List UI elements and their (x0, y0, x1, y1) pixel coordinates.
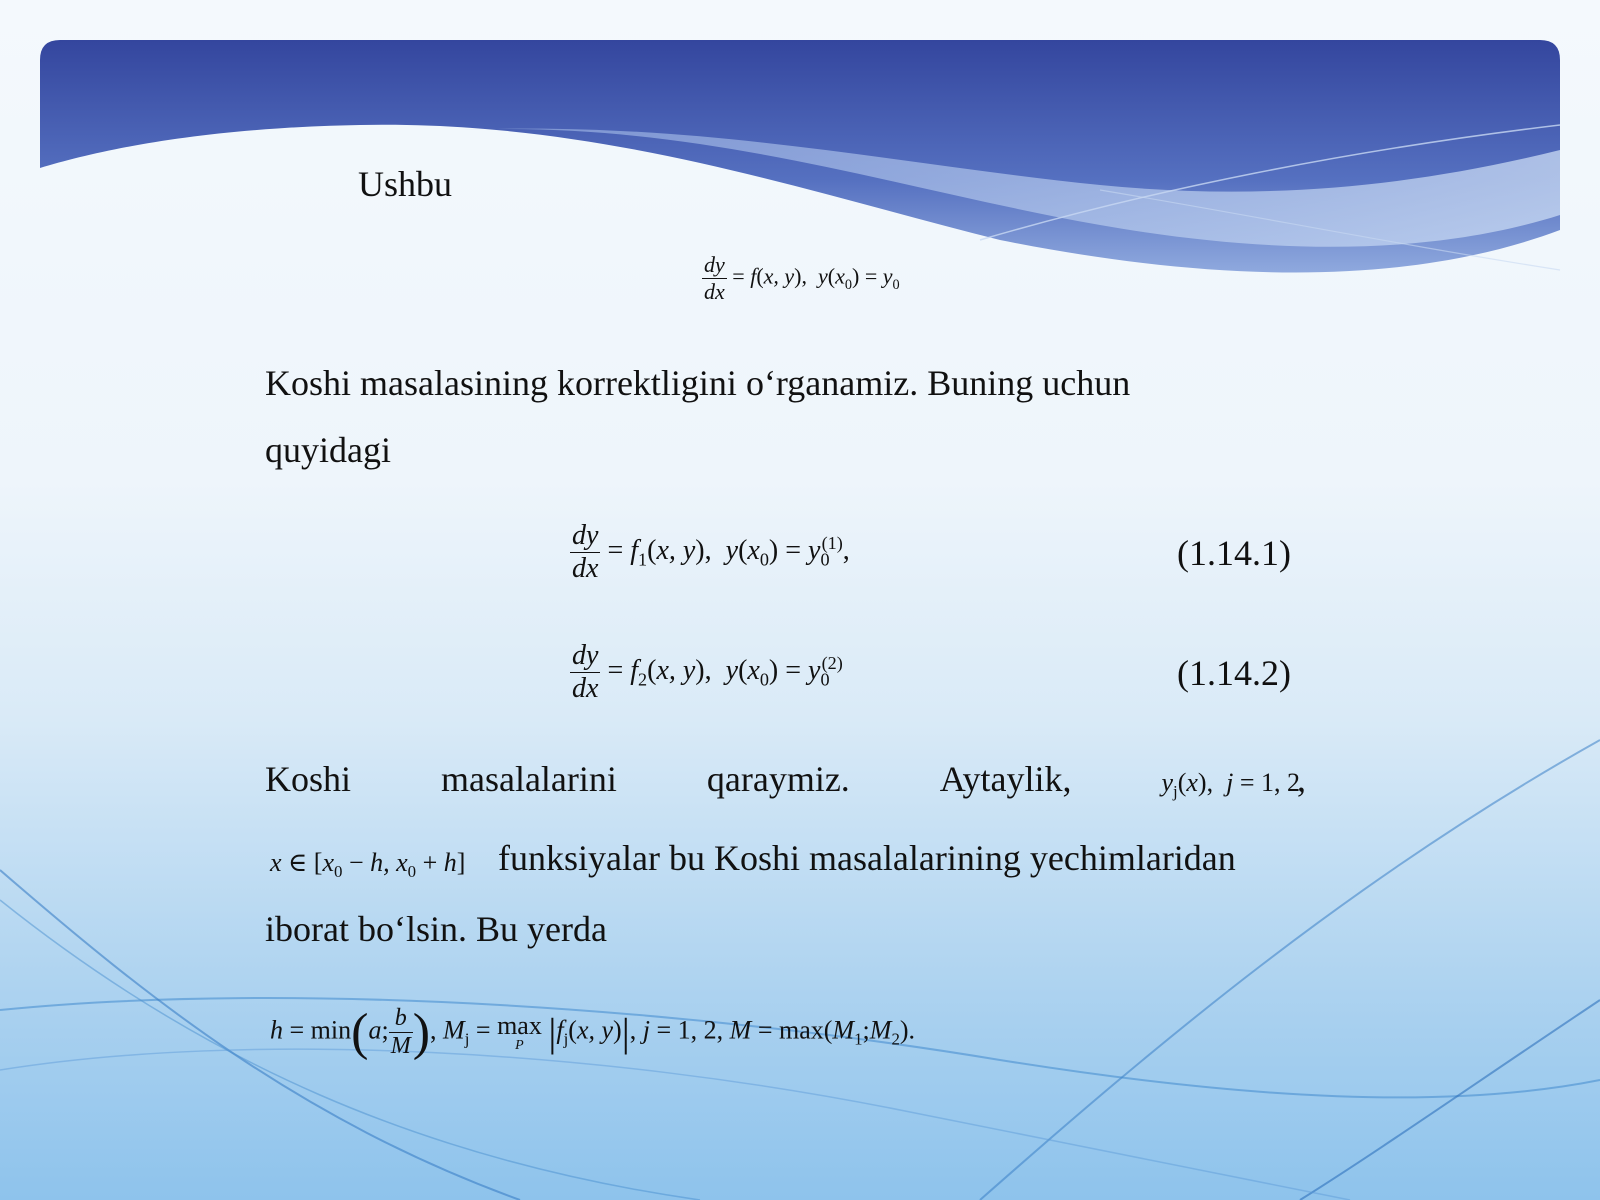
equation-number: (1.14.1) (1177, 533, 1291, 573)
paragraph-line: funksiyalar bu Koshi masalalarining yechimlaridan (498, 838, 1236, 878)
equation-1-14-1: $\frac{dy}{dx}$ = $f_1(x$, y), $y(x_0) = y_0^{(1)}$, (572, 520, 850, 584)
equation-number: (1.14.2) (1177, 653, 1291, 693)
word: Koshi (265, 759, 352, 799)
word: Aytaylik, (939, 759, 1072, 799)
paragraph-line: quyidagi (265, 430, 391, 470)
bottom-curve (0, 1049, 1350, 1200)
equation-1-14-2: $\frac{dy}{dx}$ = $f_2(x$, y), $y(x_0) = y_0^{(2)}$ (572, 640, 843, 704)
paragraph-line: Koshi masalasining korrektligini o‘rganamiz. Buning uchun (265, 363, 1131, 403)
bottom-curve (1300, 1000, 1600, 1200)
inline-math-yj: $y_j(x)$, j = 1, 2 (1161, 768, 1300, 802)
word: masalalarini (440, 759, 617, 799)
inline-math-interval: x ∈ [$x_0 - h$, $x_0 + h$] (270, 848, 466, 882)
paragraph-line-justified: Koshi masalalarini qaraymiz. Aytaylik, $y_j(x)$, j = 1, 2 , (265, 759, 1306, 802)
bottom-curve (980, 740, 1600, 1200)
word: qaraymiz. (706, 759, 850, 799)
intro-word: Ushbu (358, 164, 453, 204)
equation-cauchy-problem: $\frac{dy}{dx}$ = f(x, y), $y(x_0) = y_0$ (704, 252, 900, 304)
paragraph-line: iborat bo‘lsin. Bu yerda (265, 909, 607, 949)
equation-h-definition: h = min(a; $\frac{b}{M}$ ), $M_j$ = max P $|f_j(x$, y)|, j = 1, 2, $M = \max(M_1;M_2)$. (270, 1004, 916, 1061)
